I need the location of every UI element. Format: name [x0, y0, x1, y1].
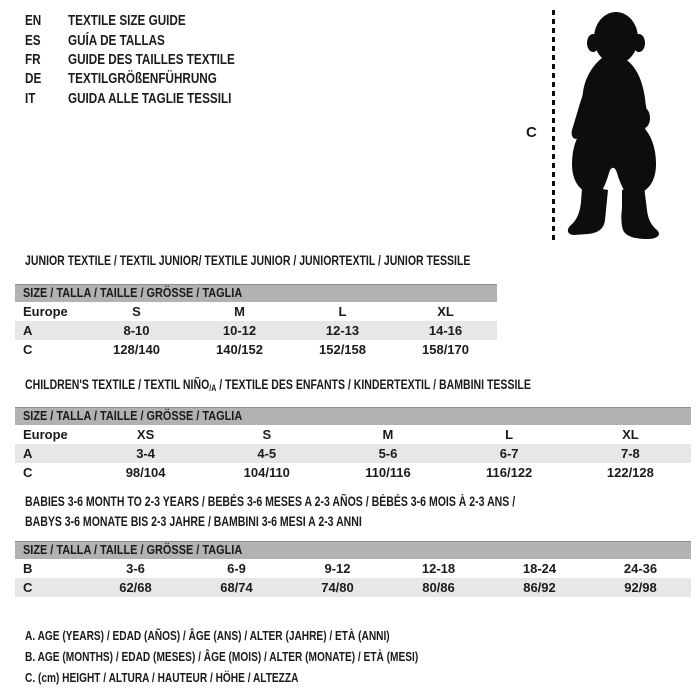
height-cell: 74/80 — [321, 580, 354, 595]
age-cell: 8-10 — [123, 323, 150, 338]
babies-size-table — [15, 541, 691, 597]
lang-label: GUÍA DE TALLAS — [68, 31, 165, 49]
age-cell: 5-6 — [378, 446, 398, 461]
lang-label: GUIDE DES TAILLES TEXTILE — [68, 50, 235, 68]
toddler-silhouette-image — [560, 10, 668, 248]
junior-section-title: JUNIOR TEXTILE / TEXTIL JUNIOR/ TEXTILE JUNIOR / JUNIORTEXTIL / JUNIOR TESSILE — [25, 253, 471, 268]
size-cell: L — [505, 427, 514, 442]
size-header-row: SIZE / TALLA / TAILLE / GRÖSSE / TAGLIA — [15, 407, 691, 425]
height-cell: 80/86 — [422, 580, 455, 595]
row-label: A — [23, 323, 33, 338]
age-cell: 12-13 — [325, 323, 360, 338]
table-row-age — [15, 321, 497, 340]
table-row-europe — [15, 302, 497, 321]
lang-row-de — [25, 69, 282, 88]
lang-label: TEXTILGRÖßENFÜHRUNG — [68, 70, 217, 88]
row-label: B — [23, 561, 33, 576]
title-text: CHILDREN'S TEXTILE / TEXTIL NIÑO — [25, 377, 210, 392]
height-cell: 86/92 — [523, 580, 556, 595]
title-subscript: /A — [209, 383, 217, 393]
lang-row-es — [25, 30, 282, 49]
row-label: Europe — [23, 304, 68, 319]
children-section-title — [25, 375, 674, 399]
row-label: Europe — [23, 427, 68, 442]
age-cell: 7-8 — [620, 446, 640, 461]
size-header-row: SIZE / TALLA / TAILLE / GRÖSSE / TAGLIA — [15, 284, 497, 302]
babies-section-title — [25, 492, 653, 531]
legend-line-a: A. AGE (YEARS) / EDAD (AÑOS) / ÂGE (ANS) / ALTER (JAHRE) / ETÀ (ANNI) — [25, 628, 390, 643]
months-cell: 9-12 — [324, 561, 351, 576]
lang-code: ES — [25, 31, 41, 49]
table-row-height — [15, 463, 691, 482]
title-text: / TEXTILE DES ENFANTS / KINDERTEXTIL / BAMBINI TESSILE — [216, 377, 531, 392]
table-row-height — [15, 578, 691, 597]
children-size-table — [15, 407, 691, 482]
lang-code: FR — [25, 50, 41, 68]
lang-label: GUIDA ALLE TAGLIE TESSILI — [68, 89, 232, 107]
row-label: C — [23, 580, 33, 595]
height-measure-dotted-line — [552, 10, 555, 244]
size-cell: M — [382, 427, 394, 442]
size-cell: XL — [622, 427, 639, 442]
months-cell: 24-36 — [623, 561, 658, 576]
age-cell: 3-4 — [136, 446, 155, 461]
age-cell: 10-12 — [222, 323, 257, 338]
legend-line-b: B. AGE (MONTHS) / EDAD (MESES) / ÂGE (MOIS) / ALTER (MONATE) / ETÀ (MESI) — [25, 649, 419, 664]
lang-label: TEXTILE SIZE GUIDE — [68, 12, 186, 30]
lang-row-it — [25, 89, 282, 108]
size-cell: L — [338, 304, 347, 319]
months-cell: 3-6 — [126, 561, 145, 576]
language-title-list — [25, 11, 282, 108]
lang-code: DE — [25, 70, 42, 88]
months-cell: 18-24 — [522, 561, 557, 576]
size-cell: S — [132, 304, 141, 319]
height-cell: 62/68 — [119, 580, 152, 595]
legend-line-c: C. (cm) HEIGHT / ALTURA / HAUTEUR / HÖHE / ALTEZZA — [25, 670, 299, 685]
age-cell: 6-7 — [499, 446, 519, 461]
height-cell: 92/98 — [624, 580, 657, 595]
height-cell: 158/170 — [422, 342, 469, 357]
months-cell: 12-18 — [421, 561, 456, 576]
legend — [25, 625, 529, 688]
height-cell: 140/152 — [216, 342, 263, 357]
size-cell: S — [262, 427, 272, 442]
lang-row-fr — [25, 50, 282, 69]
table-row-age — [15, 444, 691, 463]
size-cell: M — [234, 304, 245, 319]
age-cell: 14-16 — [428, 323, 463, 338]
row-label: A — [23, 446, 33, 461]
junior-size-table — [15, 284, 497, 359]
height-cell: 68/74 — [220, 580, 253, 595]
table-row-months — [15, 559, 691, 578]
lang-code: IT — [25, 89, 36, 107]
row-label: C — [23, 465, 33, 480]
size-header-row: SIZE / TALLA / TAILLE / GRÖSSE / TAGLIA — [15, 541, 691, 559]
height-cell: 116/122 — [486, 465, 533, 480]
lang-row-en — [25, 11, 282, 30]
row-label: C — [23, 342, 33, 357]
height-cell: 122/128 — [606, 465, 654, 480]
height-cell: 152/158 — [319, 342, 366, 357]
table-row-height — [15, 340, 497, 359]
height-marker-label: C — [526, 124, 537, 141]
height-cell: 98/104 — [125, 465, 166, 480]
months-cell: 6-9 — [227, 561, 246, 576]
age-cell: 4-5 — [257, 446, 277, 461]
height-cell: 128/140 — [113, 342, 160, 357]
height-cell: 110/116 — [365, 465, 411, 480]
height-cell: 104/110 — [243, 465, 290, 480]
title-line-2: BABYS 3-6 MONATE BIS 2-3 JAHRE / BAMBINI 3-6 MESI A 2-3 ANNI — [25, 513, 362, 529]
size-cell: XL — [437, 304, 454, 319]
lang-code: EN — [25, 12, 42, 30]
size-cell: XS — [136, 427, 155, 442]
table-row-europe — [15, 425, 691, 444]
title-line-1: BABIES 3-6 MONTH TO 2-3 YEARS / BEBÉS 3-6 MESES A 2-3 AÑOS / BÉBÉS 3-6 MOIS À 2-3 ANS / — [25, 494, 516, 509]
